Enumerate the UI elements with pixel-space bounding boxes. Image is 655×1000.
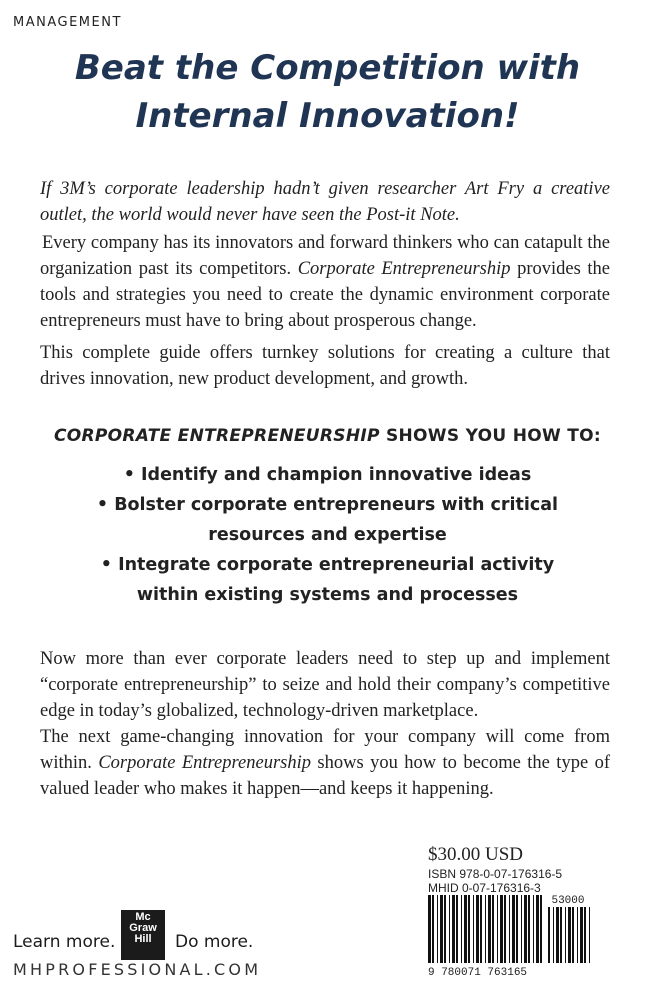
paragraph-1 <box>40 230 610 334</box>
barcode-bar <box>584 907 586 963</box>
barcode-main-bars <box>428 895 542 963</box>
barcode-bar <box>468 895 470 963</box>
barcode-bar <box>521 895 522 963</box>
barcode-bar <box>568 907 571 963</box>
paragraph-3: Now more than ever corporate leaders need to step up and implement “corporate entrepreneurship” to seize and hold their company’s competitive edge in today’s globalized, technology-driven marketplace. <box>40 649 610 721</box>
learn-more-text: Learn more. <box>13 932 116 952</box>
website-url[interactable]: MHPROFESSIONAL.COM <box>13 960 262 979</box>
barcode-bar <box>516 895 518 963</box>
mhid: MHID 0-07-176316-3 <box>428 881 541 895</box>
barcode-bar <box>572 907 574 963</box>
barcode-bar <box>556 907 559 963</box>
paragraph-4-text-before: The next game-changing innovation for your company will come from within. <box>40 727 610 773</box>
barcode-addon-number: 53000 <box>551 895 585 907</box>
barcode-bar <box>437 895 438 963</box>
barcode-bar <box>452 895 455 963</box>
paragraph-1-text-after: provides the tools and strategies you need to create the dynamic environment corporate entrepreneurs must have to bring about prosperous change. <box>40 259 610 331</box>
barcode-bar <box>524 895 527 963</box>
headline-line-2: Internal Innovation! <box>135 96 520 136</box>
logo-line: Graw <box>129 922 157 934</box>
mcgraw-hill-logo <box>121 910 165 960</box>
barcode-bar <box>548 907 550 963</box>
do-more-text: Do more. <box>175 932 254 952</box>
barcode-addon-bars <box>548 907 590 963</box>
barcode-bar <box>497 895 498 963</box>
barcode-bar <box>565 907 566 963</box>
barcode-bar <box>589 907 590 963</box>
barcode-bar <box>428 895 431 963</box>
paragraph-1-text-before: Every company has its innovators and forward thinkers who can catapult the organization past its competitors. <box>40 233 610 279</box>
price: $30.00 USD <box>428 844 524 865</box>
logo-line: Hill <box>134 933 152 945</box>
bullet-list <box>0 460 655 610</box>
barcode-bar <box>488 895 491 963</box>
barcode-bar <box>504 895 506 963</box>
barcode-bar <box>528 895 530 963</box>
bullet-item: • Identify and champion innovative ideas <box>123 465 532 485</box>
barcode <box>424 893 604 981</box>
barcode-bar <box>456 895 458 963</box>
isbn-block <box>428 867 562 895</box>
barcode-bar <box>449 895 450 963</box>
paragraph-2: This complete guide offers turnkey solutions for creating a culture that drives innovation, new product development, and growth. <box>40 343 610 389</box>
barcode-bar <box>512 895 515 963</box>
headline <box>0 44 655 140</box>
barcode-bar <box>485 895 486 963</box>
shows-you-heading <box>0 426 655 446</box>
barcode-number: 9 780071 763165 <box>428 967 528 979</box>
book-title: Corporate Entrepreneurship <box>98 753 311 773</box>
barcode-bar <box>580 907 583 963</box>
book-title: Corporate Entrepreneurship <box>297 259 511 279</box>
bullet-item-continuation: resources and expertise <box>208 525 447 545</box>
logo-line: Mc <box>135 911 151 923</box>
barcode-bar <box>432 895 434 963</box>
barcode-bar <box>533 895 534 963</box>
paragraph-4-text-after: shows you how to become the type of valued leader who makes it happen—and keeps it happening. <box>40 753 610 799</box>
barcode-bar <box>480 895 482 963</box>
bullet-item-continuation: within existing systems and processes <box>136 585 519 605</box>
barcode-bar <box>509 895 510 963</box>
bullet-item: • Bolster corporate entrepreneurs with critical <box>96 495 559 515</box>
isbn: ISBN 978-0-07-176316-5 <box>428 867 563 881</box>
barcode-bar <box>464 895 467 963</box>
category-label: MANAGEMENT <box>13 15 122 30</box>
barcode-bar <box>444 895 446 963</box>
barcode-bar <box>476 895 479 963</box>
barcode-bar <box>440 895 443 963</box>
paragraph-4 <box>40 724 610 802</box>
bullet-item: • Integrate corporate entrepreneurial activity <box>100 555 555 575</box>
shows-you-heading-title: CORPORATE ENTREPRENEURSHIP <box>53 426 380 446</box>
barcode-bar <box>500 895 503 963</box>
shows-you-heading-rest: SHOWS YOU HOW TO: <box>379 426 601 446</box>
barcode-bar <box>461 895 462 963</box>
lead-paragraph: If 3M’s corporate leadership hadn’t given researcher Art Fry a creative outlet, the world would never have seen the Post-it Note. <box>40 179 610 225</box>
barcode-bar <box>577 907 578 963</box>
barcode-bar <box>560 907 562 963</box>
barcode-bar <box>553 907 554 963</box>
barcode-bar <box>473 895 474 963</box>
barcode-bar <box>492 895 494 963</box>
barcode-bar <box>540 895 542 963</box>
barcode-bar <box>536 895 539 963</box>
headline-line-1: Beat the Competition with <box>74 48 581 88</box>
